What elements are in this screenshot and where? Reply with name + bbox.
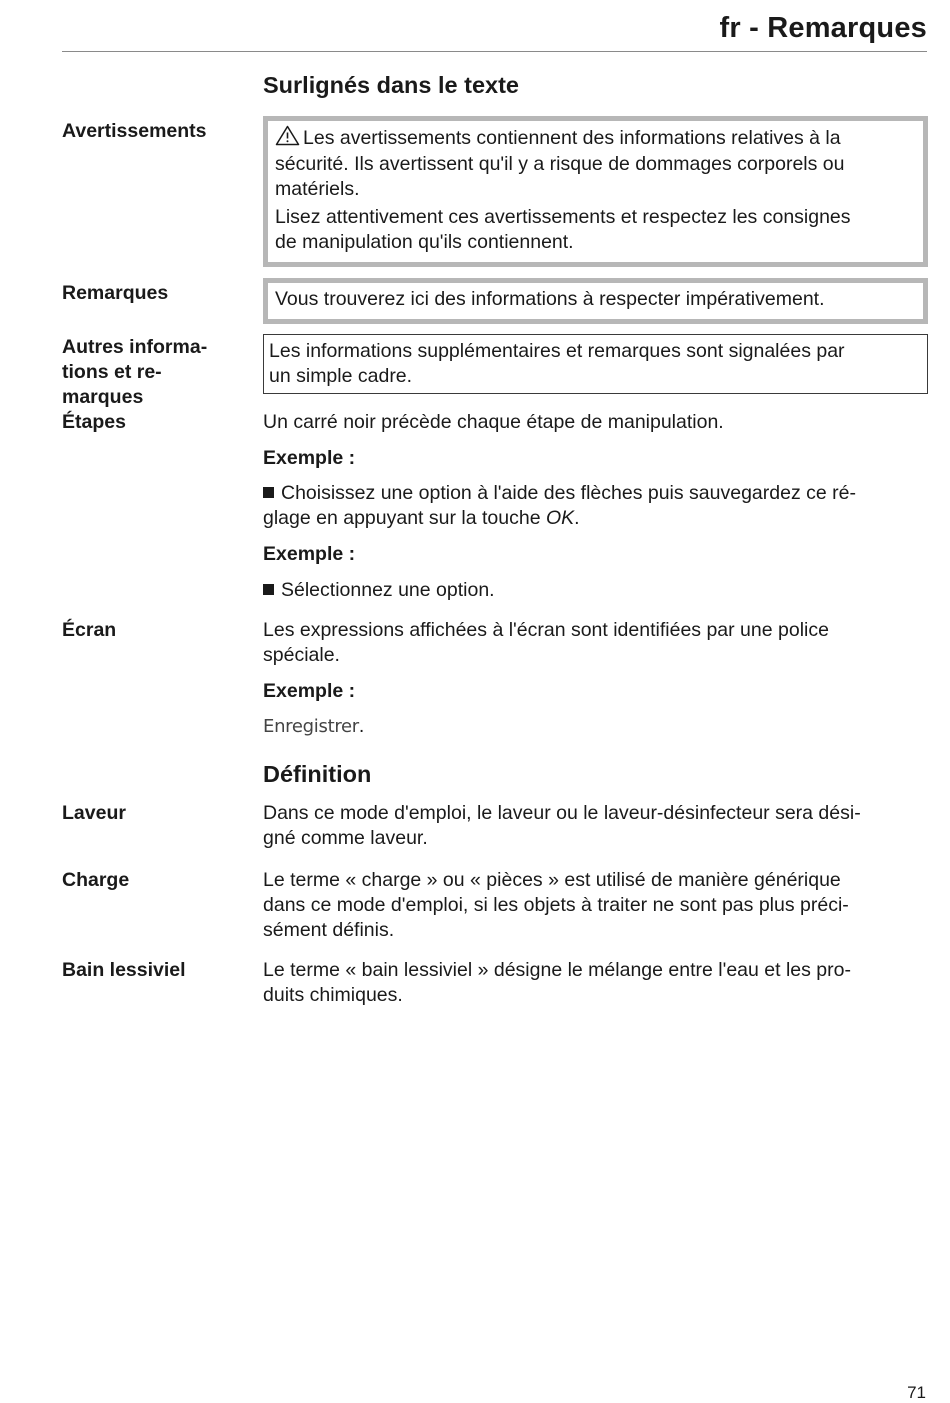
screen-example: Enregistrer.: [263, 715, 365, 737]
bain-definition: Le terme « bain lessiviel » désigne le mélange entre l'eau et les pro- duits chimiques.: [263, 959, 851, 1006]
screen-text: Enregistrer: [263, 716, 359, 737]
warning-line-5: de manipulation qu'ils contiennent.: [275, 231, 574, 253]
ok-key: OK: [545, 507, 575, 529]
warning-line-3: matériels.: [275, 178, 360, 200]
warning-box: [263, 116, 928, 267]
step-square-icon: [263, 584, 274, 595]
step-example-1: Choisissez une option à l'aide des flèches puis sauvegardez ce ré- glage en appuyant sur la touche OK.: [263, 482, 856, 529]
remark-text: Vous trouverez ici des informations à respecter impérativement.: [275, 288, 825, 310]
section-heading-highlights: Surlignés dans le texte: [263, 72, 519, 98]
info-line-2: un simple cadre.: [269, 365, 413, 387]
step-square-icon: [263, 487, 274, 498]
ecran-description: Les expressions affichées à l'écran sont identifiées par une police spéciale.: [263, 619, 829, 666]
label-avertissements: Avertissements: [62, 120, 207, 142]
page-number: 71: [907, 1383, 926, 1402]
label-laveur: Laveur: [62, 802, 126, 824]
step-example-2: Sélectionnez une option.: [263, 578, 928, 603]
page-title: fr - Remarques: [719, 12, 927, 44]
info-frame: [263, 334, 928, 394]
example-label: Exemple :: [263, 543, 356, 565]
charge-definition: Le terme « charge » ou « pièces » est utilisé de manière générique dans ce mode d'emploi, si les objets à traiter ne sont pas plus préci- sément définis.: [263, 869, 849, 941]
etapes-intro: Un carré noir précède chaque étape de manipulation.: [263, 411, 724, 433]
warning-line-2: sécurité. Ils avertissent qu'il y a risque de dommages corporels ou: [275, 152, 845, 175]
remark-box: [263, 278, 928, 324]
warning-line-1: Les avertissements contiennent des informations relatives à la: [275, 125, 915, 152]
warning-line-4: Lisez attentivement ces avertissements et respectez les consignes: [275, 205, 851, 228]
page-header: [62, 8, 927, 52]
example-label: Exemple :: [263, 447, 356, 469]
section-heading-definition: Définition: [263, 761, 372, 787]
laveur-definition: Dans ce mode d'emploi, le laveur ou le laveur-désinfecteur sera dési- gné comme laveur.: [263, 802, 861, 849]
example-label: Exemple :: [263, 680, 356, 702]
label-charge: Charge: [62, 869, 130, 891]
warning-icon: [275, 125, 300, 146]
label-bain-lessiviel: Bain lessiviel: [62, 959, 186, 981]
info-line-1: Les informations supplémentaires et remarques sont signalées par: [269, 340, 845, 362]
label-autres-informations: Autres informa- tions et re- marques: [62, 336, 208, 408]
label-ecran: Écran: [62, 619, 117, 641]
label-remarques: Remarques: [62, 282, 169, 304]
label-etapes: Étapes: [62, 411, 126, 433]
